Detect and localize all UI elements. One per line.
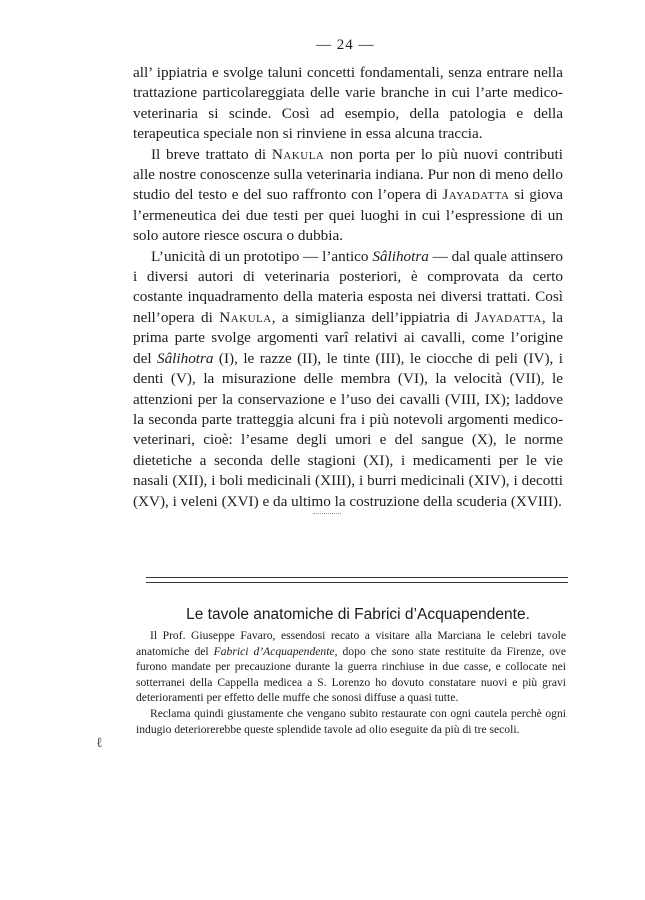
text-run: (I), le razze (II), le tinte (III), le ciocche di peli (IV), i denti (V), la misurazione delle membra (VI), la velocità (VII), le attenzioni per la conservazione e l’uso dei cavalli (VIII, IX); laddove la seconda parte tratteggia alcuni fra i più notevoli argomenti medico-veterinari, cioè: l’esame degli umori e del sangue (X), le norme dietetiche a seconda delle stagioni (XI), i medicamenti per le vie nasali (XII), i boli medicinali (XIII), i burri medicinali (XIV), i decotti (XV), i veleni (XVI) e da ultimo la costruzione della scuderia (XVIII).: [133, 349, 563, 510]
work-title-fabrici: Fabrici d’Acquapendente: [213, 644, 335, 658]
work-title-salihotra: Sâlihotra: [156, 349, 214, 367]
text-run: si giova l’ermeneutica dei due testi per quei luoghi in cui l’espressione di un solo autore riesce oscura o dubbia.: [133, 186, 563, 245]
article-title: Le tavole anatomiche di Fabrici d’Acquapendente.: [186, 606, 530, 623]
text-run: , dopo che sono state restituite da Firenze, ove furono mandate per precauzione durante la guerra rinchiuse in due casse, e collocate nei sotterranei della Cappella medicea a S. Lorenzo ho dovuto constatare nuovi e più gravi deterioramenti per effetto delle muffe che sonosi diffuse a quasi tutte.: [136, 644, 566, 705]
section-end-mark: [313, 513, 341, 515]
page-number: — 24 —: [316, 37, 375, 53]
article-paragraph-1: [136, 628, 566, 706]
double-rule-top: [146, 577, 568, 578]
text-run: Il breve trattato di: [151, 145, 272, 163]
work-title-salihotra: Sâlihotra: [372, 247, 429, 265]
paragraph-3: [133, 247, 563, 512]
text-run: , la prima parte svolge argomenti varî relativi ai cavalli, come l’origine del: [133, 308, 563, 367]
author-name-nakula: Nakula: [271, 145, 325, 163]
author-name-jayadatta: Jayadatta: [442, 186, 510, 204]
main-body-text: [133, 63, 563, 512]
text-run: L’unicità di un prototipo — l’antico: [151, 247, 373, 265]
author-name-jayadatta: Jayadatta: [474, 308, 542, 326]
paragraph-2: [133, 145, 563, 247]
margin-ink-mark: ℓ: [96, 736, 103, 751]
text-run: non porta per lo più nuovi contributi alle nostre conoscenze sulla veterinaria indiana. Pur non di meno dello studio del testo e del suo raffronto con l’opera di: [133, 145, 563, 204]
author-name-nakula: Nakula: [219, 308, 272, 326]
text-run: Il Prof. Giuseppe Favaro, essendosi recato a visitare alla Marciana le celebri tavole anatomiche del: [136, 629, 566, 658]
text-run: , a simiglianza dell’ippiatria di: [271, 308, 475, 326]
article-paragraph-2: Reclama quindi giustamente che vengano subito restaurate con ogni cautela perchè ogni indugio deteriorerebbe queste splendide tavole ad olio eseguite da più di tre secoli.: [136, 706, 566, 736]
double-rule-bottom: [146, 582, 568, 583]
text-run: — dal quale attinsero i diversi autori di veterinaria posteriori, è comprovata da certo costante inquadramento della materia esposta nei diversi trattati. Così nell’opera di: [133, 247, 563, 326]
article-body: [136, 628, 566, 737]
paragraph-1: all’ ippiatria e svolge taluni concetti fondamentali, senza entrare nella trattazione particolareggiata delle varie branche in cui l’arte medico-veterinaria si scinde. Così ad esempio, della patologia e della terapeutica speciale non si rinviene in essa alcuna traccia.: [133, 64, 563, 143]
